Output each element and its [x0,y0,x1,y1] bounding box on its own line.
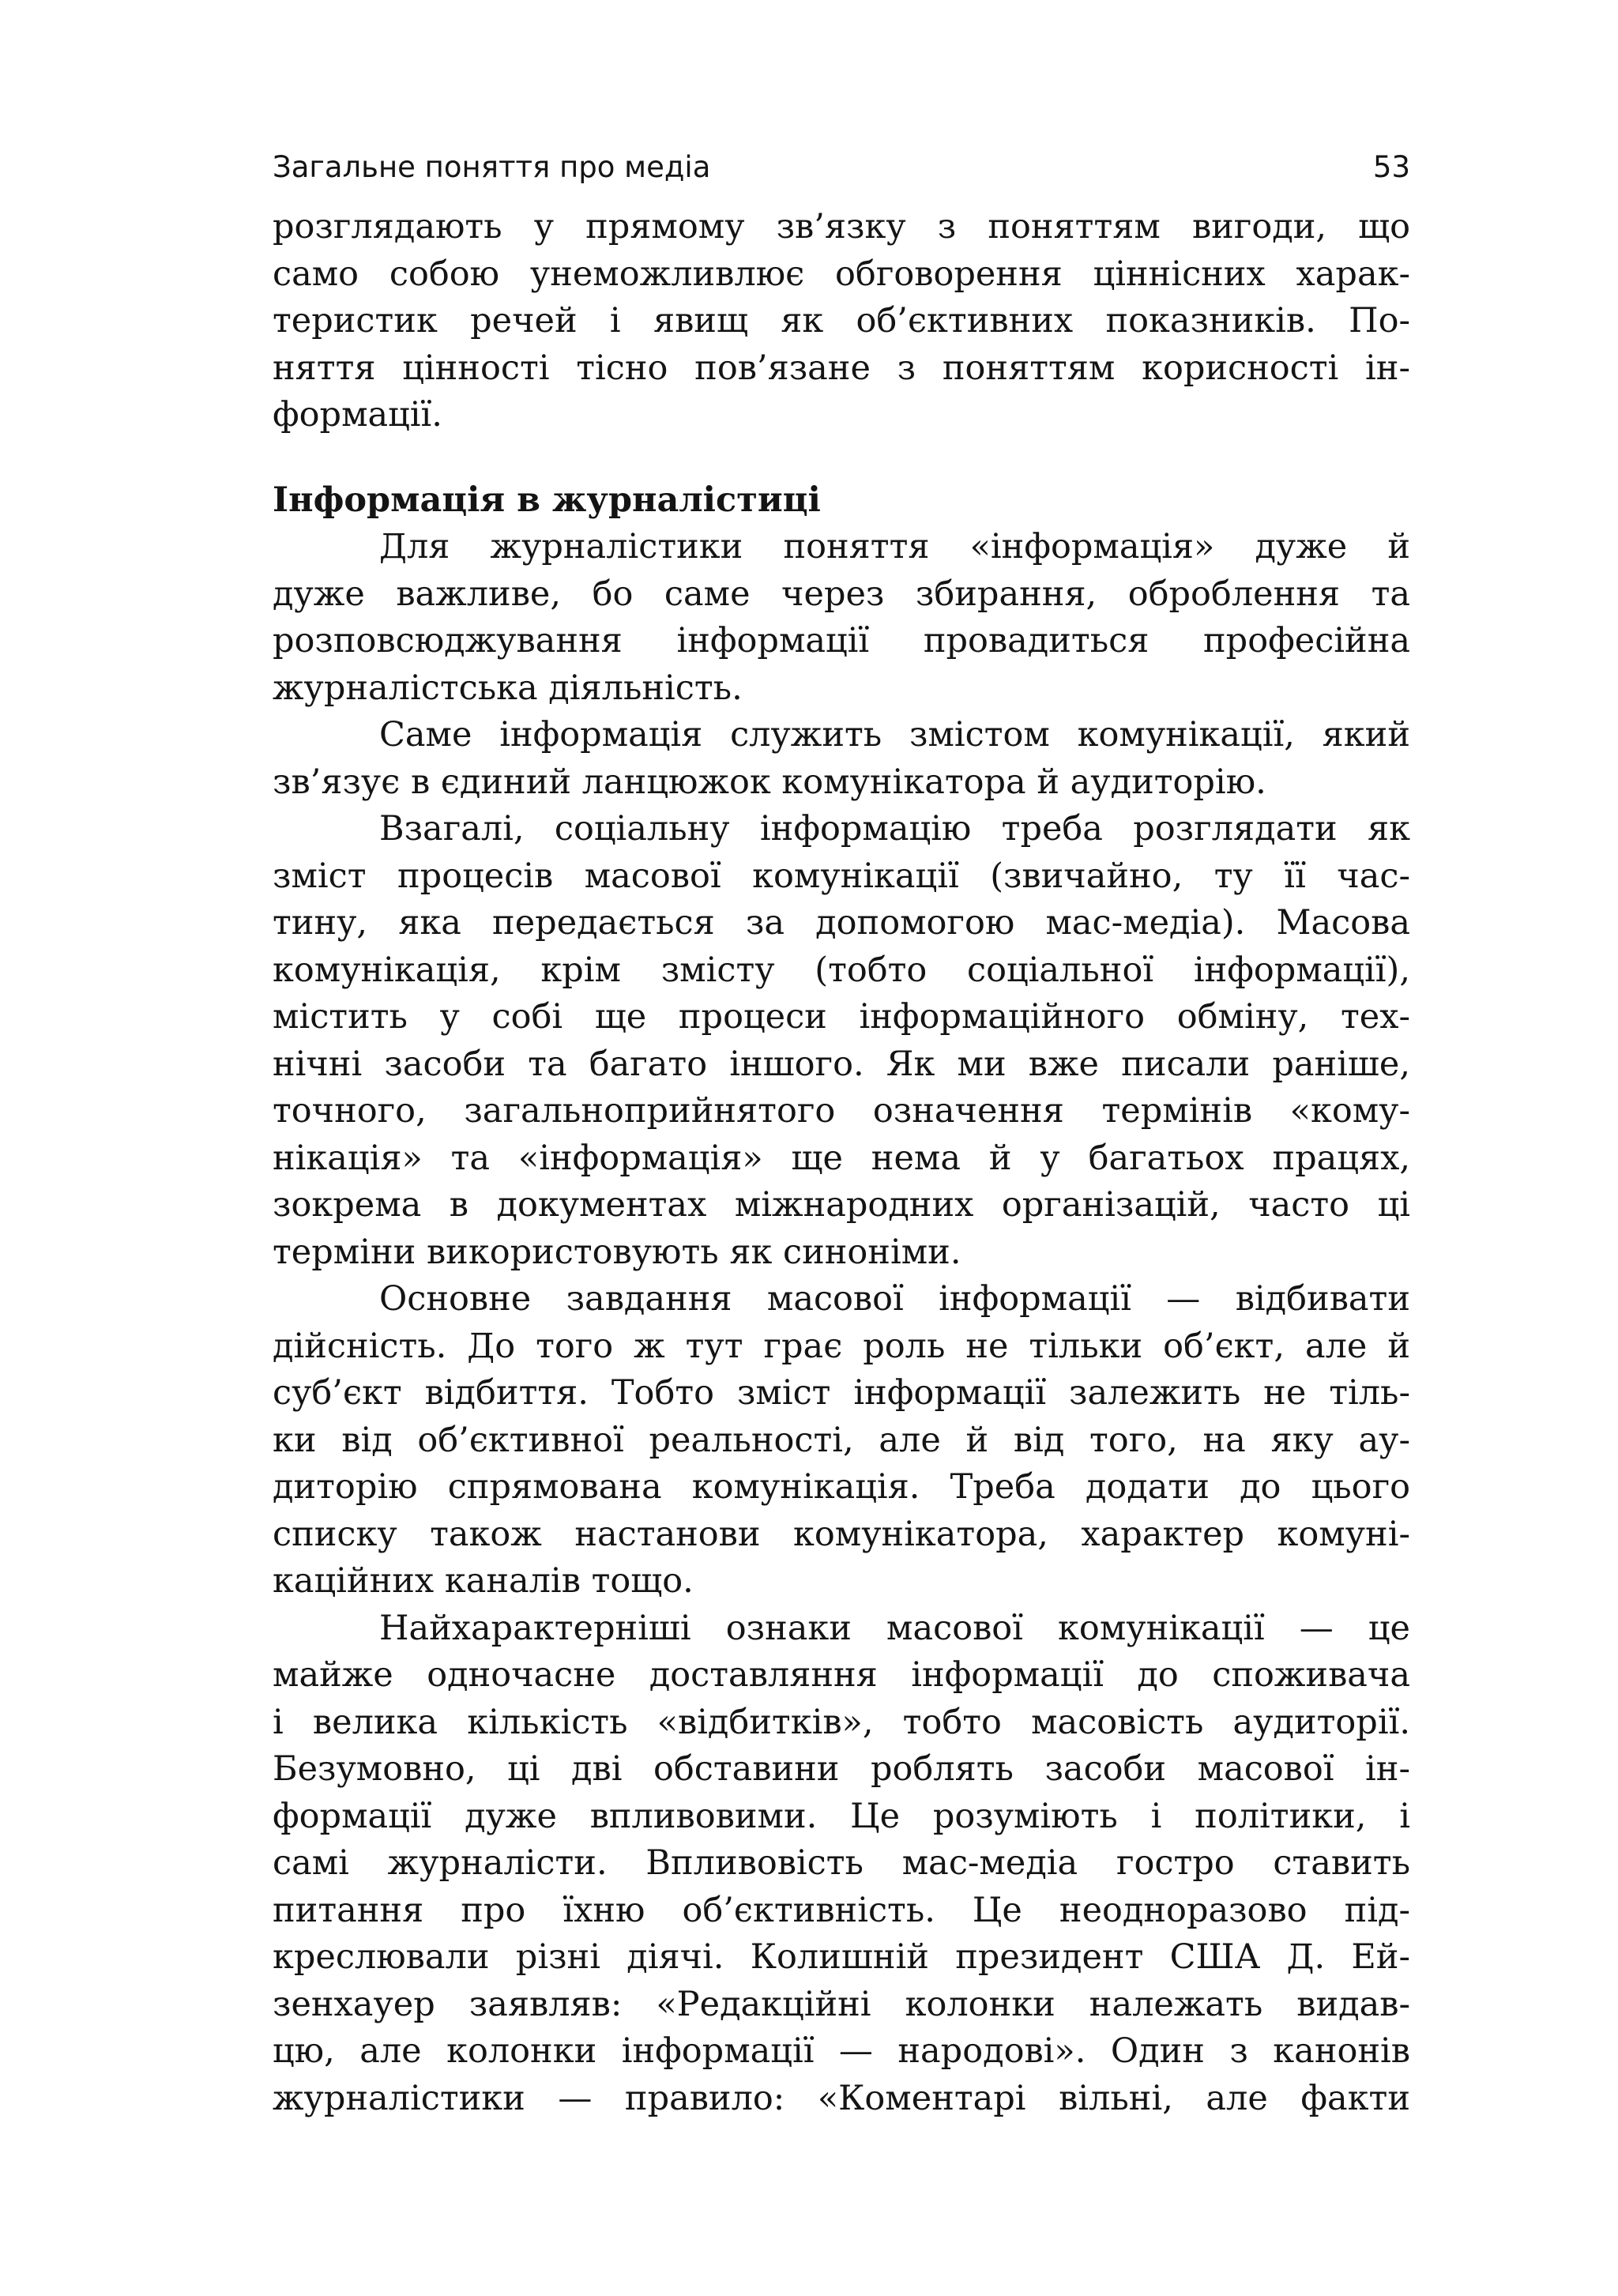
paragraph [273,712,1410,806]
text-line: дійсність. До того ж тут грає роль не тільки об’єкт, але й [273,1326,1410,1366]
text-line: і велика кількість «відбитків», тобто масовість аудиторії. [273,1702,1410,1742]
text-line: журналістська діяльність. [273,668,743,708]
paragraph [273,806,1410,1276]
text-line: формації. [273,395,442,435]
text-line: зміст процесів масової комунікації (звичайно, ту її час- [273,856,1410,896]
text-line: креслювали різні діячі. Колишній президент США Д. Ей- [273,1937,1410,1977]
text-line: няття цінності тісно пов’язане з поняттям корисності ін- [273,348,1410,388]
text-line: Безумовно, ці дві обставини роблять засоби масової ін- [273,1749,1410,1789]
text-line: самі журналісти. Впливовість мас-медіа гостро ставить [273,1843,1410,1883]
section-heading: Інформація в журналістиці [273,480,821,520]
text-line: містить у собі ще процеси інформаційного обміну, тех- [273,997,1410,1037]
text-line: нікація» та «інформація» ще нема й у багатьох працях, [273,1138,1410,1178]
paragraph [273,524,1410,712]
text-line: розповсюджування інформації провадиться професійна [273,621,1410,661]
paragraph [273,1276,1410,1605]
text-line: комунікація, крім змісту (тобто соціальної інформації), [273,950,1410,990]
paragraph [273,1605,1410,2123]
text-line: цю, але колонки інформації — народові». Один з канонів [273,2031,1410,2071]
text-line: каційних каналів тощо. [273,1561,694,1601]
text-line: само собою унеможливлює обговорення ціннісних харак- [273,254,1410,294]
text-line: ки від об’єктивної реальності, але й від того, на яку ау- [273,1420,1410,1460]
text-line: розглядають у прямому зв’язку з поняттям вигоди, що [273,207,1410,247]
text-line: списку також настанови комунікатора, характер комуні- [273,1514,1410,1554]
text-line: терміни використовують як синоніми. [273,1232,961,1272]
text-line: тину, яка передається за допомогою мас-медіа). Масова [273,903,1410,943]
text-line: журналістики — правило: «Коментарі вільні, але факти [273,2078,1410,2118]
page-number: 53 [1372,150,1410,184]
page-body [273,204,1410,2122]
text-line: питання про їхню об’єктивність. Це неодноразово під- [273,1890,1410,1930]
text-line: дуже важливе, бо саме через збирання, оброблення та [273,574,1410,614]
text-line: теристик речей і явищ як об’єктивних показників. По- [273,301,1410,341]
running-header [273,144,1410,191]
text-line: зенхауер заявляв: «Редакційні колонки належать видав- [273,1984,1410,2024]
text-line: Саме інформація служить змістом комунікації, який [379,715,1410,755]
text-line: нічні засоби та багато іншого. Як ми вже писали раніше, [273,1044,1410,1084]
text-line: диторію спрямована комунікація. Треба додати до цього [273,1467,1410,1507]
text-line: суб’єкт відбиття. Тобто зміст інформації залежить не тіль- [273,1373,1410,1413]
text-line: Для журналістики поняття «інформація» дуже й [379,527,1410,566]
text-line: зв’язує в єдиний ланцюжок комунікатора й аудиторію. [273,762,1266,802]
text-line: зокрема в документах міжнародних організацій, часто ці [273,1185,1410,1225]
section-paragraphs [273,524,1410,2122]
text-line: майже одночасне доставляння інформації до споживача [273,1655,1410,1695]
text-line: Взагалі, соціальну інформацію треба розглядати як [379,809,1410,849]
text-line: точного, загальноприйнятого означення термінів «кому- [273,1091,1410,1131]
text-line: Основне завдання масової інформації — відбивати [379,1279,1410,1319]
text-line: Найхарактерніші ознаки масової комунікації — це [379,1608,1410,1648]
text-line: формації дуже впливовими. Це розуміють і політики, і [273,1796,1410,1836]
running-header-title: Загальне поняття про медіа [273,150,711,184]
intro-paragraph [273,204,1410,439]
